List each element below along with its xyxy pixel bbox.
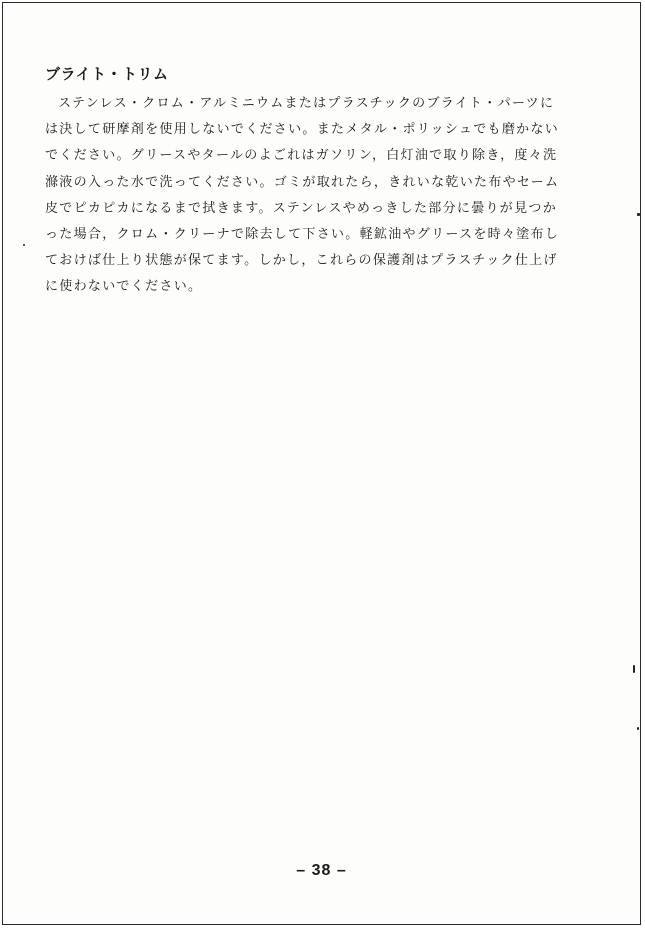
body-line: ステンレス・クロム・アルミニウムまたはプラスチックのブライト・パーツに (58, 96, 555, 111)
body-line: 皮でピカピカになるまで拭きます。ステンレスやめっきした部分に曇りが見つか (45, 200, 558, 216)
section-body (45, 91, 610, 301)
scan-speck (637, 727, 639, 730)
body-line: に使わないでください。 (45, 279, 203, 295)
body-line: でください。グリースやタールのよごれはガソリン，白灯油で取り除き，度々洗 (45, 148, 558, 164)
page-number: – 38 – (296, 862, 347, 879)
section-title: ブライト・トリム (45, 65, 169, 83)
body-line: は決して研摩剤を使用しないでください。またメタル・ポリッシュでも磨かない (45, 122, 560, 138)
scan-speck (23, 244, 25, 246)
body-line: ておけば仕上り状態が保てます。しかし，これらの保護剤はプラスチック仕上げ (45, 253, 558, 269)
document-page (2, 2, 641, 925)
section-bright-trim (45, 63, 610, 301)
body-line: った場合，クロム・クリーナで除去して下さい。軽鉱油やグリースを時々塗布し (45, 227, 560, 243)
scan-speck (637, 213, 640, 216)
scan-speck (633, 665, 635, 673)
body-line: 滌液の入った水で洗ってください。ゴミが取れたら，きれいな乾いた布やセーム (45, 174, 560, 190)
